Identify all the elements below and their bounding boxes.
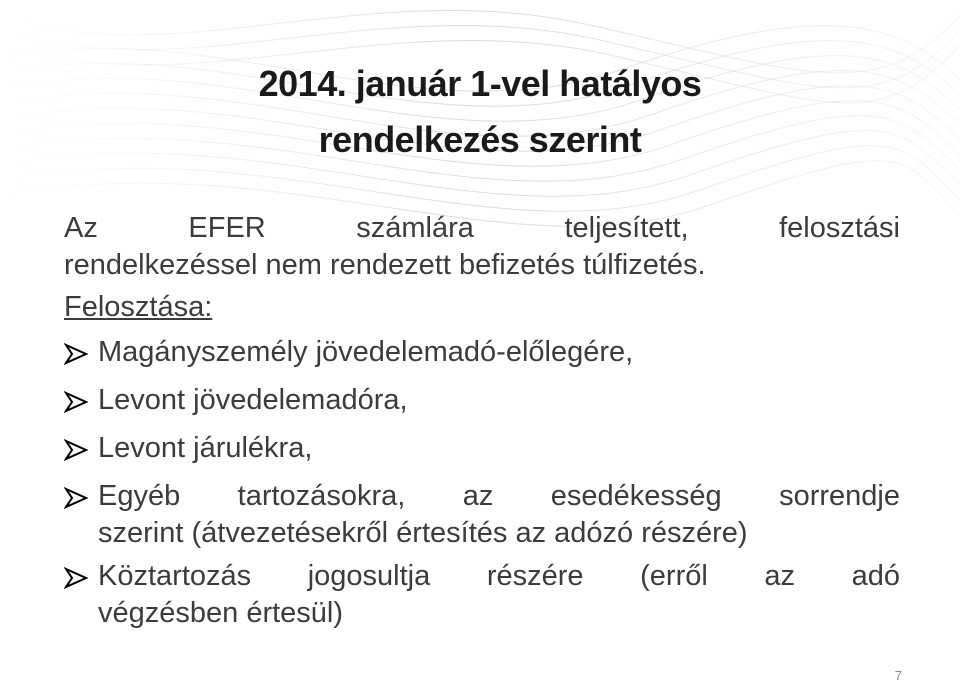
slide-body	[64, 210, 900, 638]
list-item-text: Levont járulékra,	[98, 432, 313, 464]
slide-title-line-2: rendelkezés szerint	[318, 119, 642, 160]
list-item	[64, 430, 900, 467]
list-item-text: Magányszemély jövedelemadó-előlegére,	[98, 336, 634, 368]
arrowhead-bullet-icon	[64, 391, 88, 413]
arrowhead-bullet-icon	[64, 487, 88, 509]
page-number: 7	[894, 668, 902, 683]
list-item	[64, 558, 900, 632]
list-item	[64, 478, 900, 552]
arrowhead-bullet-icon	[64, 343, 88, 365]
list-item-text-line-1: Köztartozás jogosultja részére (erről az adó	[98, 560, 900, 592]
list-item	[64, 382, 900, 419]
list-item-text-line-2: szerint (átvezetésekről értesítés az adózó részére)	[98, 517, 748, 549]
intro-line-2: rendelkezéssel nem rendezett befizetés túlfizetés.	[64, 249, 706, 281]
slide-title-line-1: 2014. január 1-vel hatályos	[258, 63, 702, 104]
arrowhead-bullet-icon	[64, 439, 88, 461]
slide-title	[120, 56, 840, 168]
list-item-text-line-2: végzésben értesül)	[98, 597, 344, 629]
section-heading: Felosztása:	[64, 291, 213, 323]
bullet-list	[64, 334, 900, 632]
intro-line-1: Az EFER számlára teljesített, felosztási	[64, 212, 900, 244]
list-item-text-line-1: Egyéb tartozásokra, az esedékesség sorrendje	[98, 480, 900, 512]
list-item-text: Levont jövedelemadóra,	[98, 384, 408, 416]
list-item	[64, 334, 900, 371]
arrowhead-bullet-icon	[64, 567, 88, 589]
